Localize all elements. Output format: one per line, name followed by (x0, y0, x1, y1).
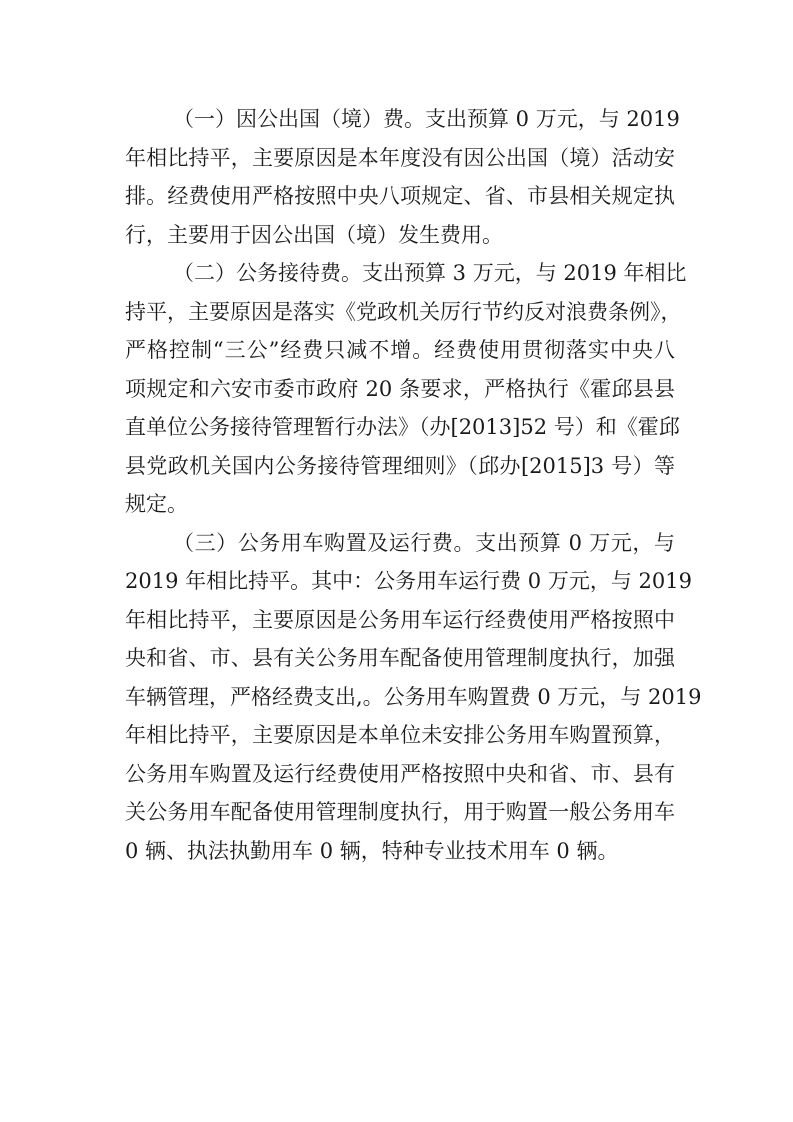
text-line: 排。经费使用严格按照中央八项规定、省、市县相关规定执 (125, 184, 675, 208)
paragraph-official-reception (125, 254, 687, 524)
text-line: （二）公务接待费。支出预算 3 万元，与 2019 年相比 (173, 261, 687, 285)
document-body (125, 100, 702, 870)
text-line: 县党政机关国内公务接待管理细则》（邱办[2015]3 号）等 (125, 453, 675, 478)
text-line: 关公务用车配备使用管理制度执行，用于购置一般公务用车 (125, 800, 675, 824)
text-line: 年相比持平，主要原因是公务用车运行经费使用严格按照中 (125, 607, 675, 632)
text-line: 规定。 (125, 492, 188, 516)
text-line: 车辆管理，严格经费支出,。公务用车购置费 0 万元，与 2019 (125, 684, 702, 709)
text-line: 项规定和六安市委市政府 20 条要求，严格执行《霍邱县县 (125, 376, 675, 401)
text-line: 2019 年相比持平。其中：公务用车运行费 0 万元，与 2019 (125, 569, 692, 593)
text-line: 公务用车购置及运行经费使用严格按照中央和省、市、县有 (125, 761, 675, 786)
text-line: 年相比持平，主要原因是本单位未安排公务用车购置预算， (125, 723, 675, 747)
text-line: 年相比持平，主要原因是本年度没有因公出国（境）活动安 (125, 145, 675, 170)
text-line: 严格控制“三公”经费只减不增。经费使用贯彻落实中央八 (125, 338, 675, 362)
text-line: （一）因公出国（境）费。支出预算 0 万元，与 2019 (173, 107, 680, 131)
text-line: 持平，主要原因是落实《党政机关厉行节约反对浪费条例》， (125, 299, 682, 324)
paragraph-overseas-travel (125, 100, 680, 254)
text-line: 0 辆、执法执勤用车 0 辆，特种专业技术用车 0 辆。 (125, 838, 619, 863)
text-line: 央和省、市、县有关公务用车配备使用管理制度执行，加强 (125, 646, 675, 670)
text-line: 直单位公务接待管理暂行办法》（办[2013]52 号）和《霍邱 (125, 415, 680, 439)
paragraph-official-vehicles (125, 524, 702, 871)
text-line: （三）公务用车购置及运行费。支出预算 0 万元，与 (173, 530, 675, 555)
text-line: 行，主要用于因公出国（境）发生费用。 (125, 222, 503, 247)
